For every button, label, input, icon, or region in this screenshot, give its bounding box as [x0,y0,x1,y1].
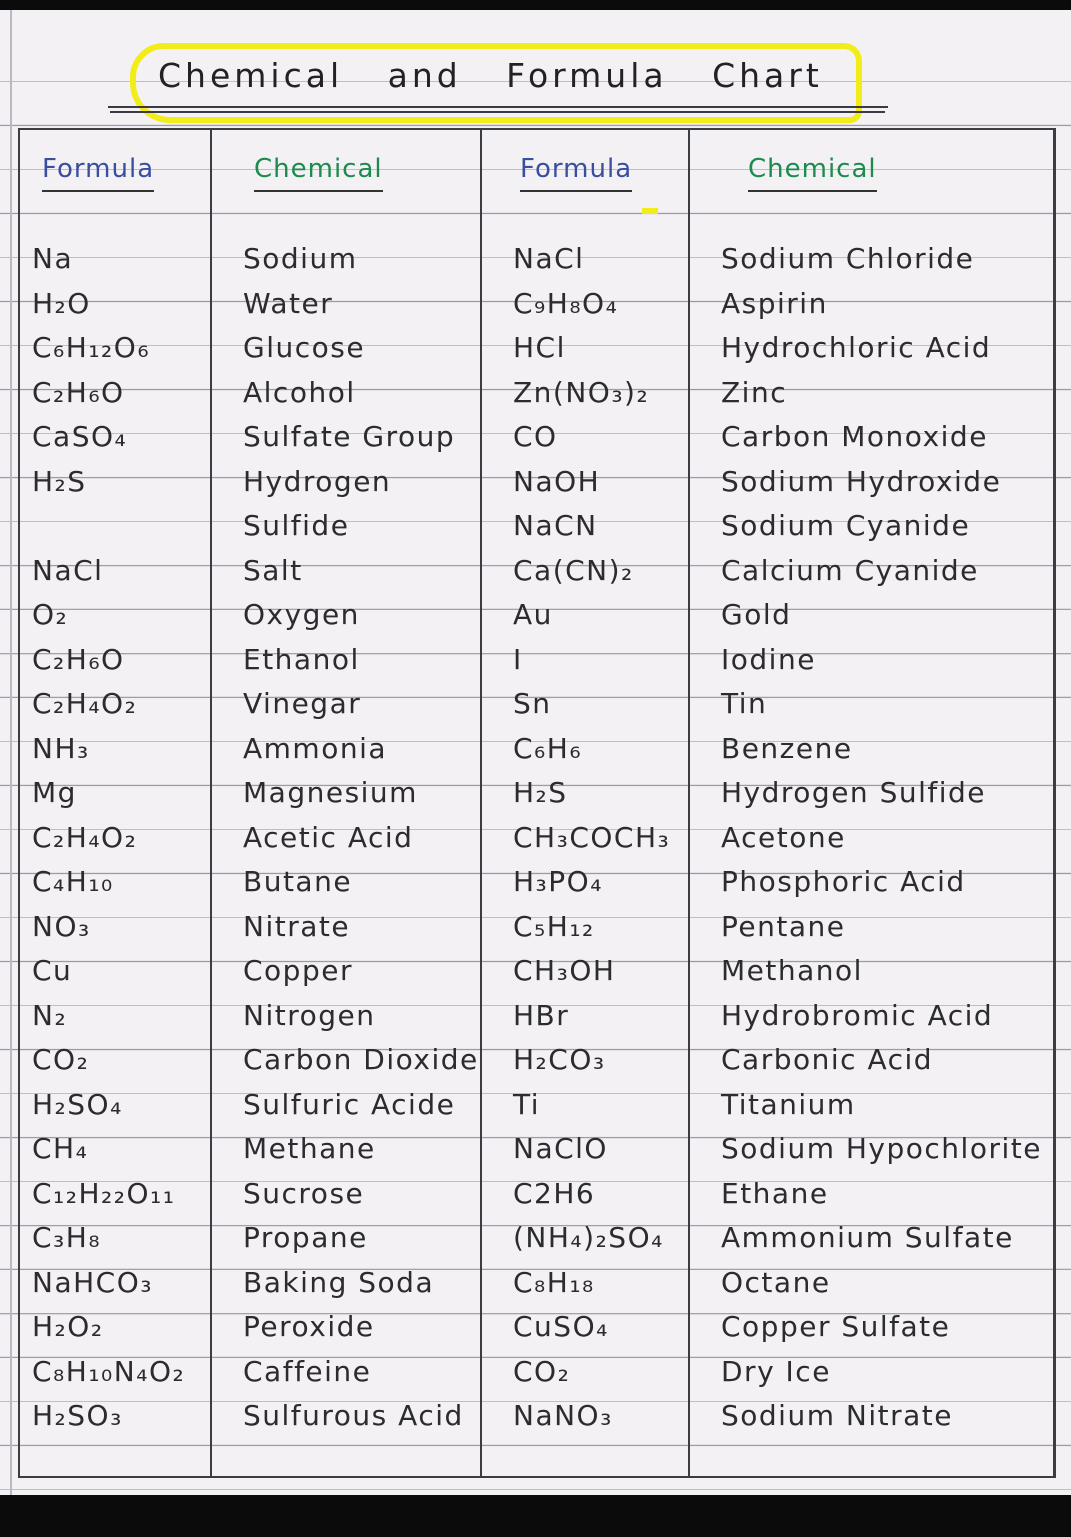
chemical-name-cell: Titanium [721,1087,856,1121]
formula-cell: I [513,642,523,676]
chemical-name-cell: Sucrose [243,1176,365,1210]
chemical-name-cell: Glucose [243,331,366,364]
table-row [0,325,1071,369]
formula-cell: C₆H₁₂O₆ [32,331,151,364]
table-row [0,859,1071,903]
chemical-name-cell: Ammonium Sulfate [721,1221,1014,1254]
chemical-name-cell: Zinc [721,375,788,409]
table-row [0,592,1071,636]
formula-cell: NaNO₃ [513,1399,613,1432]
table-row [0,281,1071,325]
table-row [0,993,1071,1037]
chemical-name-cell: Sulfuric Acide [243,1087,456,1121]
chemical-name-cell: Sodium Cyanide [721,509,971,542]
table-row [0,1082,1071,1126]
header-formula-right: Formula [520,154,632,192]
title-underline [108,106,888,108]
formula-cell: H₂S [32,464,87,498]
formula-cell: C₈H₁₀N₄O₂ [32,1354,186,1388]
chemical-name-cell: Carbon Monoxide [721,420,988,453]
formula-cell: NO₃ [32,909,91,943]
chemical-name-cell: Caffeine [243,1354,372,1388]
formula-cell: (NH₄)₂SO₄ [513,1221,664,1254]
table-row [0,1304,1071,1348]
table-row [0,770,1071,814]
formula-cell: HBr [513,998,570,1032]
table-row [0,948,1071,992]
formula-cell: C₂H₄O₂ [32,820,138,854]
table-row [0,414,1071,458]
formula-cell: C₅H₁₂ [513,909,595,943]
table-row [0,503,1071,547]
chemical-name-cell: Dry Ice [721,1354,831,1388]
chemical-name-cell: Hydrogen Sulfide [721,776,987,809]
table-row [0,1393,1071,1437]
formula-cell: Na [32,242,74,275]
formula-cell: C₃H₈ [32,1221,102,1254]
formula-cell: H₂S [513,776,568,809]
formula-cell: CH₃OH [513,954,616,987]
chemical-name-cell: Calcium Cyanide [721,553,979,587]
chemical-name-cell: Sodium Nitrate [721,1399,953,1432]
chemical-name-cell: Sodium [243,242,358,275]
title-underline-second [110,111,885,113]
chemical-name-cell: Pentane [721,909,846,943]
chemical-name-cell: Sodium Hydroxide [721,464,1002,498]
table-row [0,1171,1071,1215]
table-row [0,370,1071,414]
table-row [0,1037,1071,1081]
chemical-name-cell: Baking Soda [243,1265,435,1299]
chemical-name-cell: Tin [721,687,768,720]
table-row [0,1126,1071,1170]
formula-cell: H₂CO₃ [513,1043,606,1076]
formula-cell: CH₃COCH₃ [513,820,671,854]
table-row [0,904,1071,948]
table-row [0,236,1071,280]
chemical-name-cell: Ethanol [243,642,360,676]
chemical-name-cell: Acetic Acid [243,820,414,854]
formula-cell: NaClO [513,1132,608,1165]
chemical-name-cell: Octane [721,1265,831,1299]
formula-cell: H₂O₂ [32,1310,104,1343]
formula-cell: H₃PO₄ [513,865,603,898]
chemical-name-cell: Hydrobromic Acid [721,998,994,1032]
chemical-name-cell: Sulfide [243,509,350,542]
chemical-name-cell: Water [243,286,334,320]
formula-cell: H₂O [32,286,91,320]
chemical-name-cell: Salt [243,553,303,587]
chemical-name-cell: Oxygen [243,598,360,631]
notebook-page [0,10,1071,1495]
formula-cell: NaOH [513,464,601,498]
chemical-name-cell: Carbonic Acid [721,1043,934,1076]
page-title: Chemical and Formula Chart [158,56,823,95]
formula-cell: Mg [32,776,77,809]
chemical-name-cell: Magnesium [243,776,418,809]
chemical-name-cell: Copper [243,954,353,987]
formula-cell: C₂H₆O [32,375,125,409]
chemical-name-cell: Hydrogen [243,464,392,498]
chemical-name-cell: Hydrochloric Acid [721,331,992,364]
chemical-name-cell: Nitrogen [243,998,376,1032]
chemical-name-cell: Carbon Dioxide [243,1043,479,1076]
chemical-name-cell: Methanol [721,954,863,987]
chemical-name-cell: Copper Sulfate [721,1310,951,1343]
formula-cell: CO [513,420,558,453]
formula-cell: Au [513,598,553,631]
formula-cell: CO₂ [513,1354,571,1388]
chemical-name-cell: Phosphoric Acid [721,865,966,898]
chemical-name-cell: Nitrate [243,909,351,943]
formula-cell: Zn(NO₃)₂ [513,375,650,409]
formula-cell: Ti [513,1087,541,1121]
chemical-name-cell: Iodine [721,642,816,676]
chemical-name-cell: Peroxide [243,1310,375,1343]
table-row [0,637,1071,681]
formula-cell: C₄H₁₀ [32,865,114,898]
formula-cell: NaCN [513,509,598,542]
formula-cell: C₆H₆ [513,731,583,765]
formula-cell: NaHCO₃ [32,1265,153,1299]
table-row [0,1349,1071,1393]
formula-cell: CH₄ [32,1132,89,1165]
formula-cell: O₂ [32,598,69,631]
chemical-name-cell: Sodium Chloride [721,242,975,275]
formula-cell: C₈H₁₈ [513,1265,595,1299]
chemical-name-cell: Ammonia [243,731,388,765]
formula-cell: C₁₂H₂₂O₁₁ [32,1176,176,1210]
table-row [0,726,1071,770]
formula-cell: C2H6 [513,1176,596,1210]
chemical-name-cell: Vinegar [243,687,362,720]
chemical-name-cell: Benzene [721,731,853,765]
formula-cell: NH₃ [32,731,90,765]
formula-cell: C₉H₈O₄ [513,286,619,320]
chemical-name-cell: Propane [243,1221,368,1254]
table-row [0,459,1071,503]
header-formula-left: Formula [42,154,154,192]
table-row [0,1260,1071,1304]
formula-cell: CO₂ [32,1043,90,1076]
chemical-name-cell: Butane [243,865,353,898]
table-row [0,815,1071,859]
formula-cell: CuSO₄ [513,1310,609,1343]
chemical-name-cell: Ethane [721,1176,829,1210]
formula-cell: CaSO₄ [32,420,128,453]
chemical-name-cell: Sulfurous Acid [243,1399,464,1432]
table-row [0,681,1071,725]
chemical-name-cell: Methane [243,1132,376,1165]
table-row [0,548,1071,592]
highlighter-mark [642,208,658,214]
formula-cell: N₂ [32,998,68,1032]
chemical-name-cell: Sodium Hypochlorite [721,1132,1042,1165]
formula-cell: NaCl [513,242,585,275]
formula-cell: C₂H₆O [32,642,125,676]
formula-cell: C₂H₄O₂ [32,687,138,720]
chemical-name-cell: Alcohol [243,375,356,409]
formula-cell: HCl [513,331,566,364]
formula-cell: Sn [513,687,552,720]
chemical-name-cell: Acetone [721,820,846,854]
header-chemical-right: Chemical [748,154,877,192]
formula-cell: NaCl [32,553,104,587]
table-row [0,1215,1071,1259]
header-chemical-left: Chemical [254,154,383,192]
chemical-name-cell: Sulfate Group [243,420,456,453]
formula-cell: H₂SO₄ [32,1087,123,1121]
formula-cell: H₂SO₃ [32,1399,123,1432]
chemical-name-cell: Gold [721,598,792,631]
formula-cell: Ca(CN)₂ [513,553,634,587]
chemical-name-cell: Aspirin [721,286,828,320]
formula-cell: Cu [32,954,73,987]
